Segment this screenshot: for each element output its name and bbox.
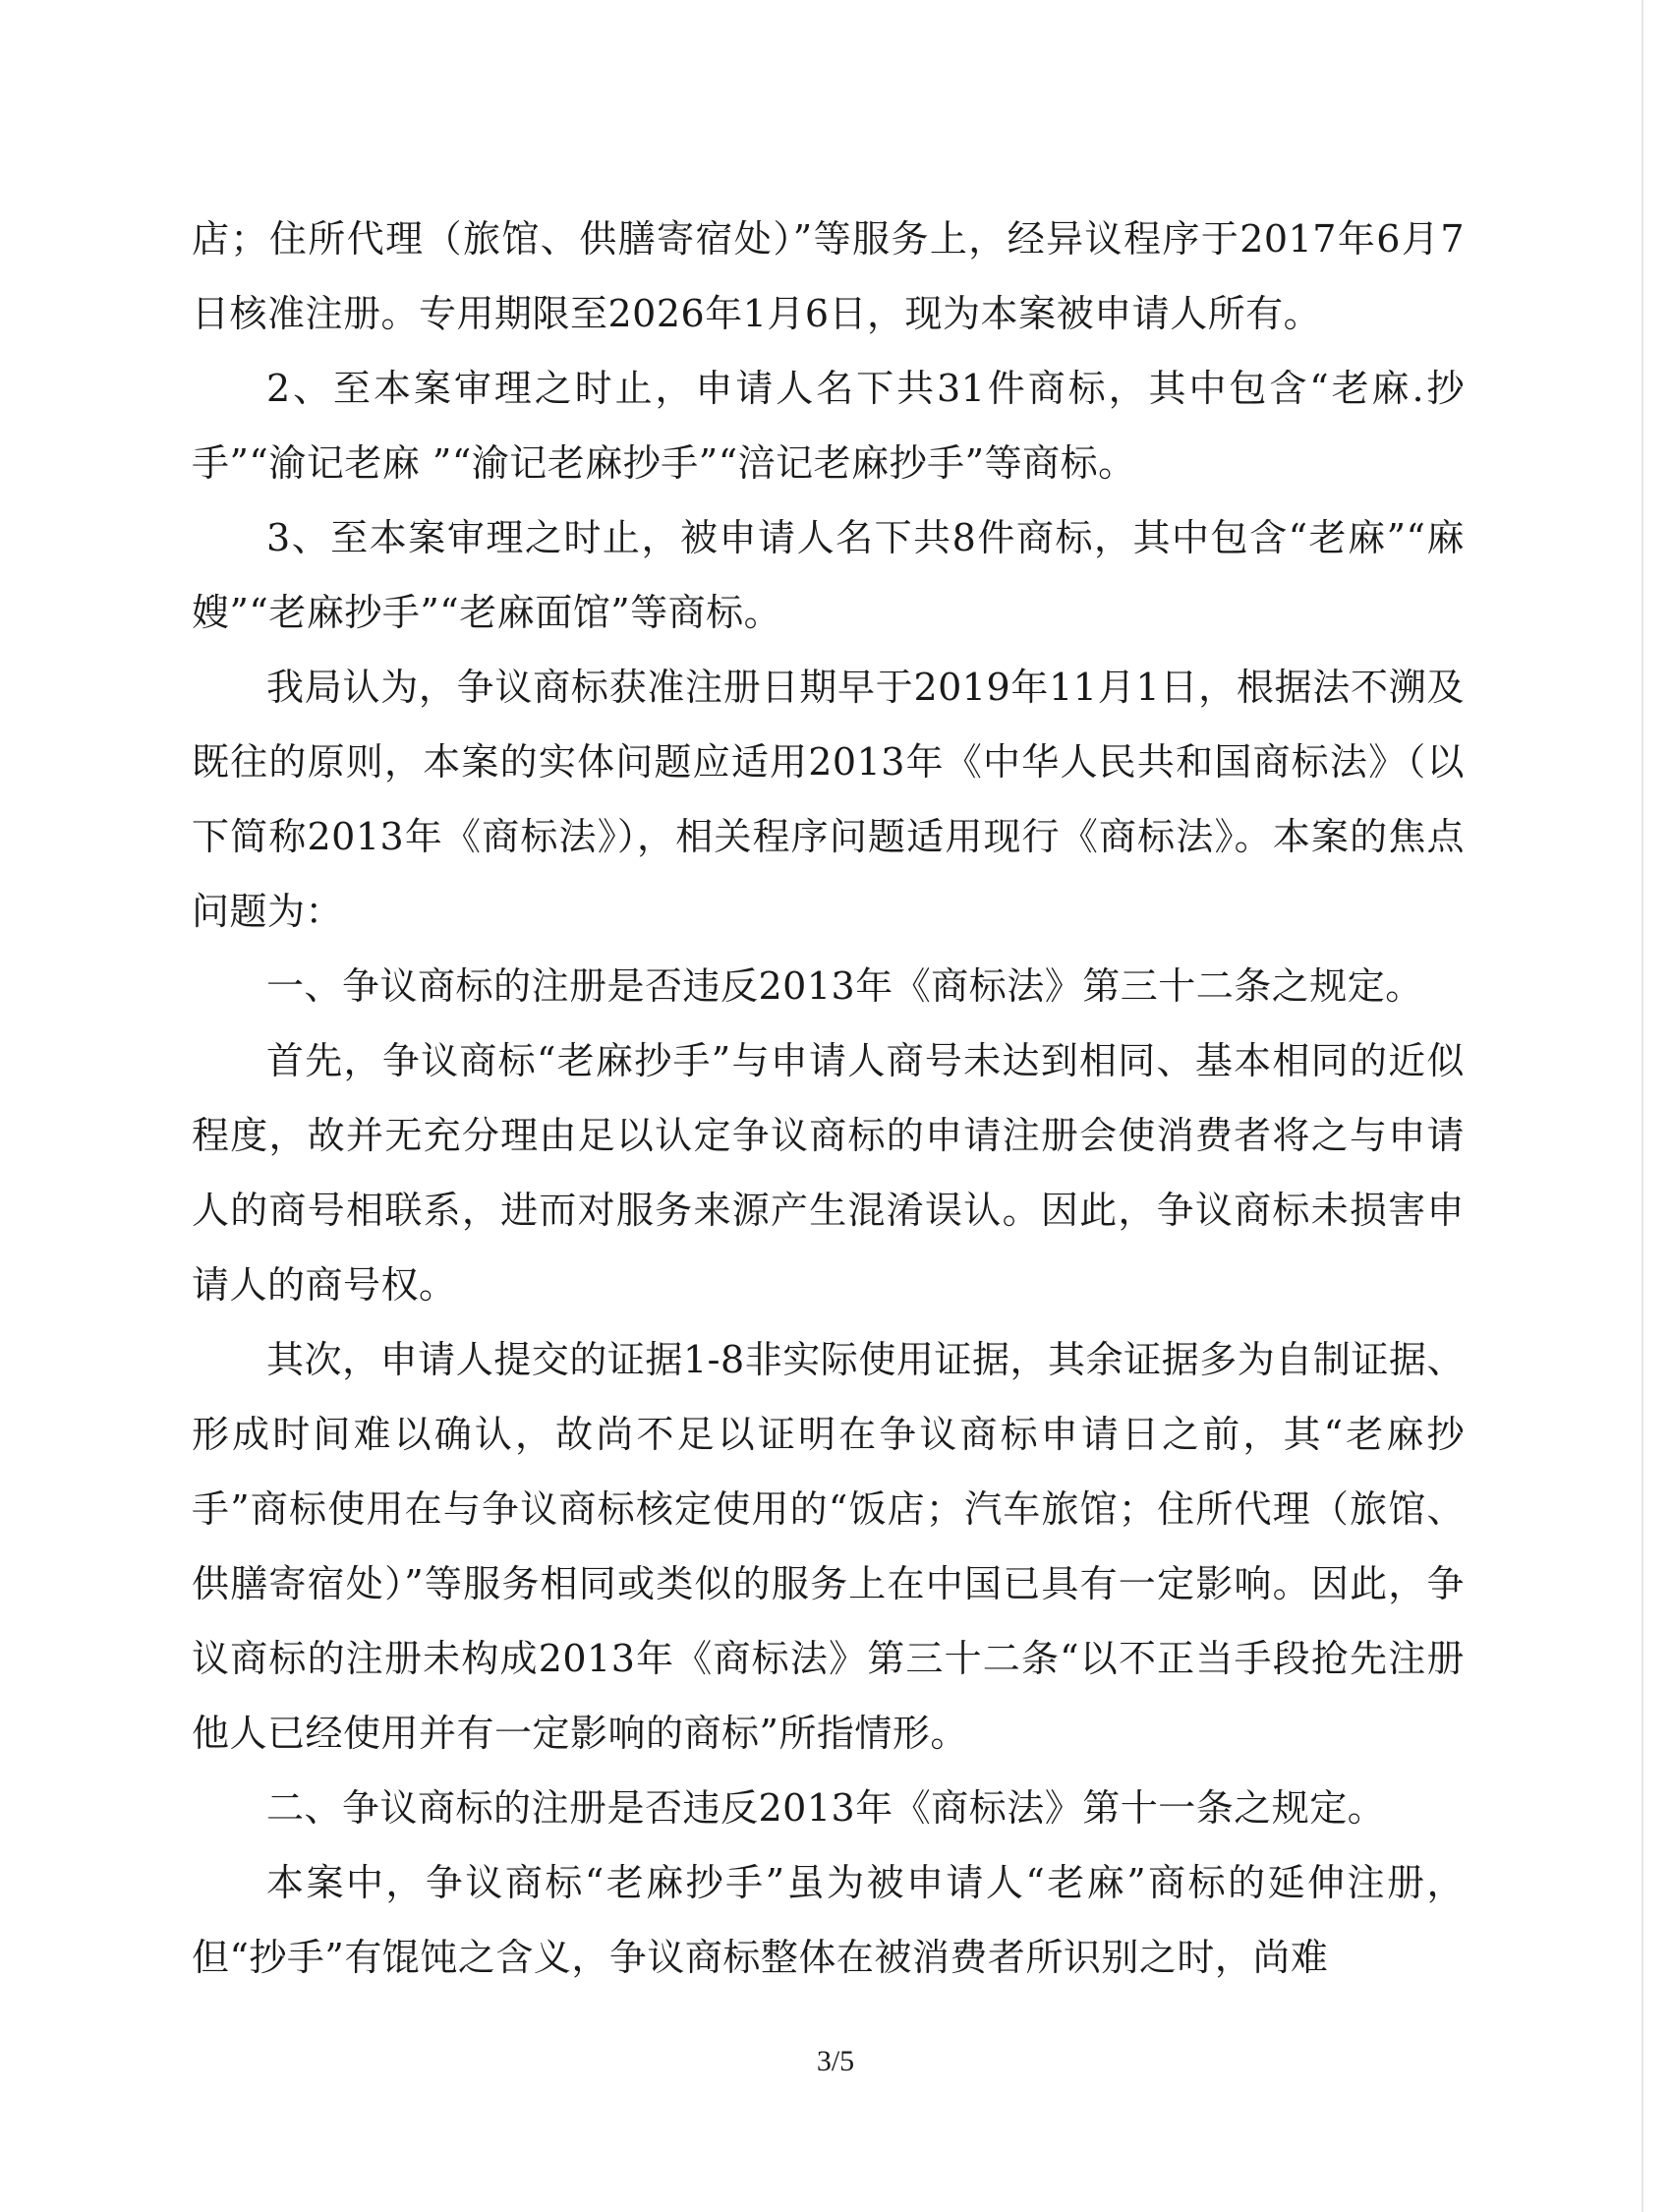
paragraph-4: 我局认为，争议商标获准注册日期早于2019年11月1日，根据法不溯及既往的原则，本案的实体问题应适用2013年《中华人民共和国商标法》（以下简称2013年《商标法》），相关程序问题适用现行《商标法》。本案的焦点问题为： [192, 666, 1465, 933]
paragraph-2: 2、至本案审理之时止，申请人名下共31件商标，其中包含“老麻.抄手”“渝记老麻 ”“渝记老麻抄手”“涪记老麻抄手”等商标。 [192, 367, 1465, 485]
paragraph-6: 其次，申请人提交的证据1-8非实际使用证据，其余证据多为自制证据、形成时间难以确认，故尚不足以证明在争议商标申请日之前，其“老麻抄手”商标使用在与争议商标核定使用的“饭店；汽车旅馆；住所代理（旅馆、供膳寄宿处）”等服务相同或类似的服务上在中国已具有一定影响。因此，争议商标的注册未构成2013年《商标法》第三十二条“以不正当手段抢先注册他人已经使用并有一定影响的商标”所指情形。 [192, 1338, 1465, 1755]
paragraph-1: 店；住所代理（旅馆、供膳寄宿处）”等服务上，经异议程序于2017年6月7日核准注册。专用期限至2026年1月6日，现为本案被申请人所有。 [192, 217, 1465, 335]
paragraph-7: 本案中，争议商标“老麻抄手”虽为被申请人“老麻”商标的延伸注册，但“抄手”有馄饨之含义，争议商标整体在被消费者所识别之时，尚难 [192, 1861, 1465, 1979]
scan-edge-line [1642, 0, 1643, 2212]
document-body [192, 202, 1465, 1995]
section-heading-1: 一、争议商标的注册是否违反2013年《商标法》第三十二条之规定。 [266, 964, 1423, 1008]
paragraph-5: 首先，争议商标“老麻抄手”与申请人商号未达到相同、基本相同的近似程度，故并无充分理由足以认定争议商标的申请注册会使消费者将之与申请人的商号相联系，进而对服务来源产生混淆误认。因此，争议商标未损害申请人的商号权。 [192, 1039, 1465, 1307]
section-heading-2: 二、争议商标的注册是否违反2013年《商标法》第十一条之规定。 [266, 1786, 1386, 1830]
page-number: 3/5 [816, 2045, 855, 2077]
paragraph-3: 3、至本案审理之时止，被申请人名下共8件商标，其中包含“老麻”“麻嫂”“老麻抄手”“老麻面馆”等商标。 [192, 516, 1465, 634]
